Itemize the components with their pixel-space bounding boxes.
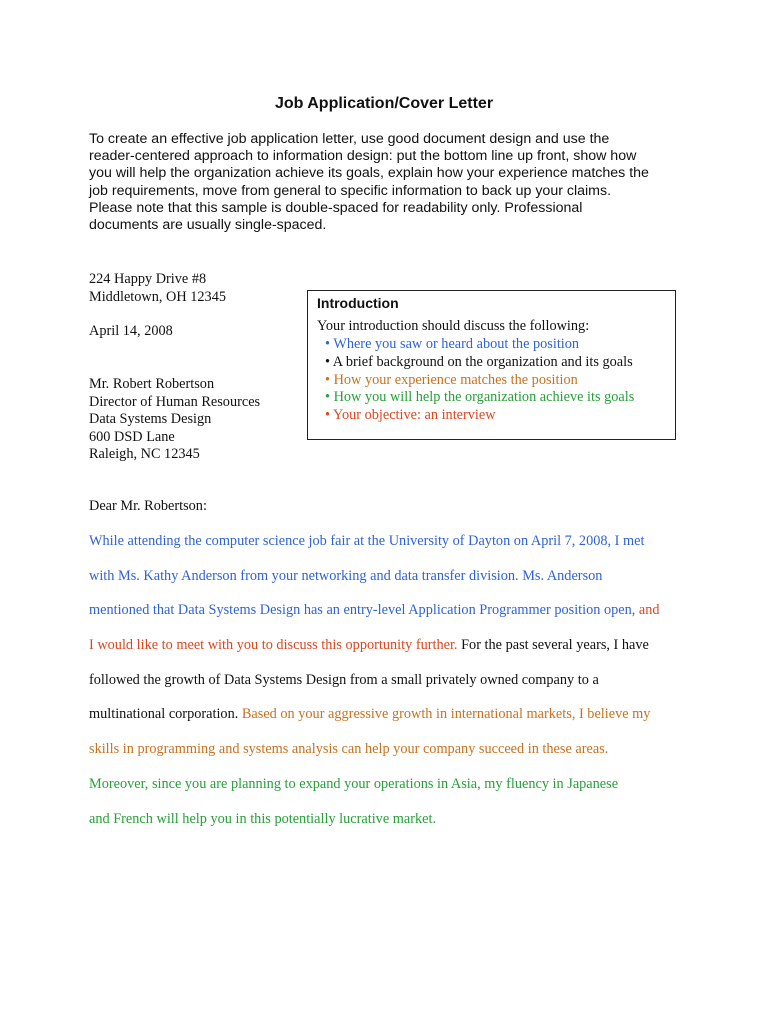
body-segment: skills in programming and systems analysis can help your company succeed in these areas. [89,741,609,758]
intro-line: job requirements, move from general to specific information to back up your claims. [89,182,612,199]
body-segment: with Ms. Kathy Anderson from your networking and data transfer division. Ms. Anderson [89,567,603,584]
body-line [89,776,660,811]
intro-line: you will help the organization achieve its goals, explain how your experience matches the [89,165,649,182]
body-line [89,741,660,776]
note-box-item: • Your objective: an interview [325,407,496,424]
sender-address-line: 224 Happy Drive #8 [89,271,207,287]
sender-address [89,271,226,306]
intro-line: documents are usually single-spaced. [89,217,327,234]
body-segment: I would like to meet with you to discuss this opportunity further. [89,637,462,654]
body-segment: While attending the computer science job fair at the University of Dayton on April 7, 2008, I met [89,533,645,549]
recipient-block [89,376,260,464]
note-box-title: Introduction [317,295,399,311]
body-segment: mentioned that Data Systems Design has an entry-level Application Programmer position open, [89,602,639,619]
note-box-list [325,336,634,425]
body-line [89,637,660,672]
body-segment: multinational corporation. [89,706,242,723]
note-box-item: • How your experience matches the position [325,371,578,388]
recipient-line: Director of Human Resources [89,393,261,410]
salutation: Dear Mr. Robertson: [89,498,207,514]
page-title: Job Application/Cover Letter [274,95,494,112]
intro-line: Please note that this sample is double-spaced for readability only. Professional [89,199,583,216]
body-line [89,672,660,707]
body-segment: Based on your aggressive growth in international markets, I believe my [241,706,651,723]
note-box-item: • A brief background on the organization and its goals [325,353,633,370]
recipient-line: 600 DSD Lane [89,428,175,445]
body-line [89,533,660,568]
recipient-line: Mr. Robert Robertson [89,376,215,392]
intro-line: reader-centered approach to information design: put the bottom line up front, show how [89,148,637,165]
body-segment: Moreover, since you are planning to expand your operations in Asia, my fluency in Japanese [89,775,619,792]
note-box-lead: Your introduction should discuss the following: [317,318,590,334]
letter-date: April 14, 2008 [89,323,173,339]
body-segment: For the past several years, I have [461,637,649,654]
body-segment: and French will help you in this potentially lucrative market. [89,810,437,827]
intro-paragraph [89,131,699,234]
body-line [89,602,660,637]
body-line [89,568,660,603]
body-line [89,811,660,846]
recipient-line: Data Systems Design [89,411,212,427]
body-segment: and [638,602,660,619]
introduction-note-box [307,290,676,440]
intro-line: To create an effective job application letter, use good document design and use the [89,131,610,147]
recipient-line: Raleigh, NC 12345 [89,446,200,462]
body-segment: followed the growth of Data Systems Design from a small privately owned company to a [89,671,599,688]
body-line [89,706,660,741]
letter-body [89,533,660,845]
sender-address-line: Middletown, OH 12345 [89,288,227,305]
note-box-item: • How you will help the organization achieve its goals [325,389,635,406]
note-box-item: • Where you saw or heard about the position [325,336,580,352]
